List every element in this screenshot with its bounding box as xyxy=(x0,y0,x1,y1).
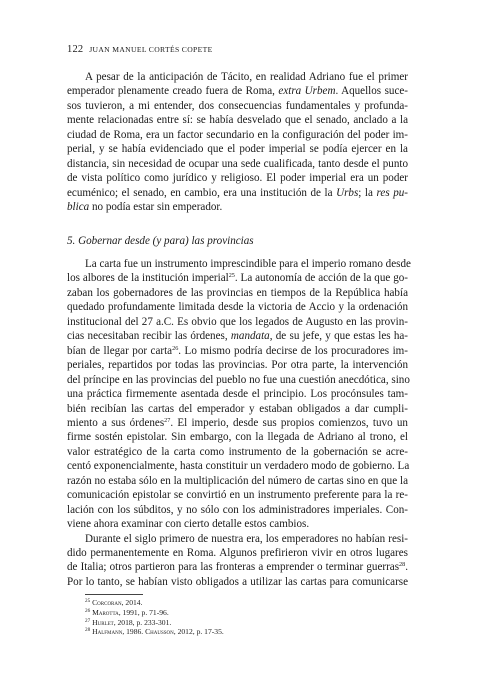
text-line: La carta fue un instrumento imprescindible para el imperio romano desde xyxy=(85,258,411,270)
text-run: . La autonomía de acción de la que go- xyxy=(234,272,408,285)
text-run: de Italia; otros partieron para las fronteras a emprender o terminar guerras xyxy=(67,561,400,574)
text-line: una práctica firmemente asentada desde el principio. Los procónsules tam- xyxy=(67,388,408,401)
text-line: bién recibían las cartas del emperador y estaban obligados a dar cumpli- xyxy=(67,402,408,415)
footnote-author: Marotta xyxy=(92,607,119,617)
text-line: dido permanentemente en Roma. Algunos prefirieron vivir en otros lugares xyxy=(67,546,408,559)
text-run: miento a sus órdenes xyxy=(67,416,165,429)
text-line: distancia, sin necesidad de ocupar una sede cualificada, tanto desde el punto xyxy=(67,157,408,170)
text-run: . Lo mismo podría decirse de los procuradores im- xyxy=(178,344,408,357)
italic-term: blica xyxy=(67,201,90,214)
footnote xyxy=(85,598,224,608)
section-heading: 5. Gobernar desde (y para) las provincias xyxy=(67,235,254,247)
text-line xyxy=(67,271,408,285)
text-line: Durante el siglo primero de nuestra era, los emperadores no habían resi- xyxy=(85,532,408,545)
italic-term: Urbs xyxy=(336,186,359,199)
text-run: . xyxy=(405,561,408,574)
text-line: ciudad de Roma, era un factor secundario en la configuración del poder im- xyxy=(67,128,408,141)
italic-term: extra Urbem xyxy=(278,85,336,98)
text-line: institucional del 27 a.C. Es obvio que los legados de Augusto en las provin- xyxy=(67,315,408,328)
text-line: lación con los súbditos, y no sólo con los administradores imperiales. Con- xyxy=(67,503,408,516)
footnote xyxy=(85,627,224,637)
text-run: emperador plenamente creado fuera de Roma, xyxy=(67,85,275,98)
footnote-number: 27 xyxy=(85,617,91,624)
text-line xyxy=(67,84,408,98)
footnotes xyxy=(85,598,224,637)
text-run: ; la xyxy=(358,186,373,199)
text-line: A pesar de la anticipación de Tácito, en realidad Adriano fue el primer xyxy=(85,71,408,83)
text-run: . El imperio, desde sus propios comienzos, tuvo un xyxy=(170,416,408,429)
footnote-number: 25 xyxy=(85,598,91,604)
footnote-author: Chausson xyxy=(145,627,174,637)
text-run: . Aquellos suce- xyxy=(335,85,408,98)
footnote xyxy=(85,618,224,628)
text-line: perial, y se había evidenciado que el poder imperial se podía ejercer en la xyxy=(67,143,408,156)
text-line: centó exponencialmente, hasta constituir un verdadero modo de gobierno. La xyxy=(67,460,410,473)
text-line: firme sostén epistolar. Sin embargo, con la llegada de Adriano al trono, el xyxy=(67,431,408,444)
footnote-author: Hurlet xyxy=(92,617,114,627)
footnote-text: , 1986. xyxy=(122,627,146,637)
text-run: los albores de la institución imperial xyxy=(67,272,229,285)
text-run: , de su jefe, y que estas les ha- xyxy=(269,330,408,343)
text-line xyxy=(67,200,408,214)
footnote-ref[interactable]: 26 xyxy=(172,344,179,352)
italic-term: res pu- xyxy=(376,186,408,199)
text-line: comunicación epistolar se convirtió en un instrumento preferente para la re- xyxy=(67,489,408,502)
text-line xyxy=(67,329,408,343)
text-run: bían de llegar por carta xyxy=(67,344,173,357)
footnote-author: Corcoran xyxy=(92,598,122,607)
text-line: periales, repartidos por todas las provincias. Por otra parte, la intervención xyxy=(67,359,408,372)
footnote-text: , 1991, p. 71-96. xyxy=(118,607,169,617)
text-line: Por lo tanto, se habían visto obligados a utilizar las cartas para comunicarse xyxy=(67,575,408,588)
paragraph-2 xyxy=(67,257,411,532)
text-line: sos tuvieron, a mi entender, dos consecuencias fundamentales y profunda- xyxy=(67,99,408,112)
text-run: no podía estar sin emperador. xyxy=(89,201,223,214)
text-run: cias necesitaban recibir las órdenes, xyxy=(67,330,228,343)
text-run: ecuménico; el senado, en cambio, era una institución de la xyxy=(67,186,333,199)
paragraph-1 xyxy=(67,70,408,215)
text-line xyxy=(67,344,408,358)
page-number: 122 xyxy=(67,44,84,55)
footnote-author: Halfmann xyxy=(92,627,123,637)
footnote-ref[interactable]: 27 xyxy=(164,416,171,424)
text-line: valor estratégico de la carta como instrumento de la gobernación se acre- xyxy=(67,445,408,458)
footnote-number: 28 xyxy=(85,627,91,634)
footnote-text: , 2018, p. 233-301. xyxy=(113,617,172,627)
text-line xyxy=(67,416,408,430)
running-header xyxy=(67,44,213,55)
running-author: JUAN MANUEL CORTÉS COPETE xyxy=(89,45,213,54)
paragraph-3 xyxy=(67,532,408,590)
text-line: razón no estaba sólo en la multiplicación del número de cartas sino en que la xyxy=(67,474,408,487)
footnote-text: , 2014. xyxy=(121,598,143,607)
text-line: de vista político como jurídico y religioso. El poder imperial era un poder xyxy=(67,172,408,185)
footnote-number: 26 xyxy=(85,607,91,614)
text-line xyxy=(67,186,408,200)
footnote-separator xyxy=(85,594,143,595)
footnote xyxy=(85,608,224,618)
text-line xyxy=(67,560,408,574)
text-line: viene ahora examinar con cierto detalle estos cambios. xyxy=(67,518,310,531)
text-line: del príncipe en las provincias del pueblo no fue una cuestión anecdótica, sino xyxy=(67,373,410,386)
text-line: zaban los gobernadores de las provincias en tiempos de la República había xyxy=(67,286,408,299)
italic-term: mandata xyxy=(230,330,270,343)
footnote-ref[interactable]: 28 xyxy=(399,561,406,569)
text-line: quedado profundamente limitada desde la victoria de Accio y la ordenación xyxy=(67,301,408,314)
footnote-text: , 2012, p. 17-35. xyxy=(173,627,224,637)
footnote-ref[interactable]: 25 xyxy=(228,272,235,280)
text-line: mente relacionadas entre sí: se había desvelado que el senado, anclado a la xyxy=(67,114,408,127)
